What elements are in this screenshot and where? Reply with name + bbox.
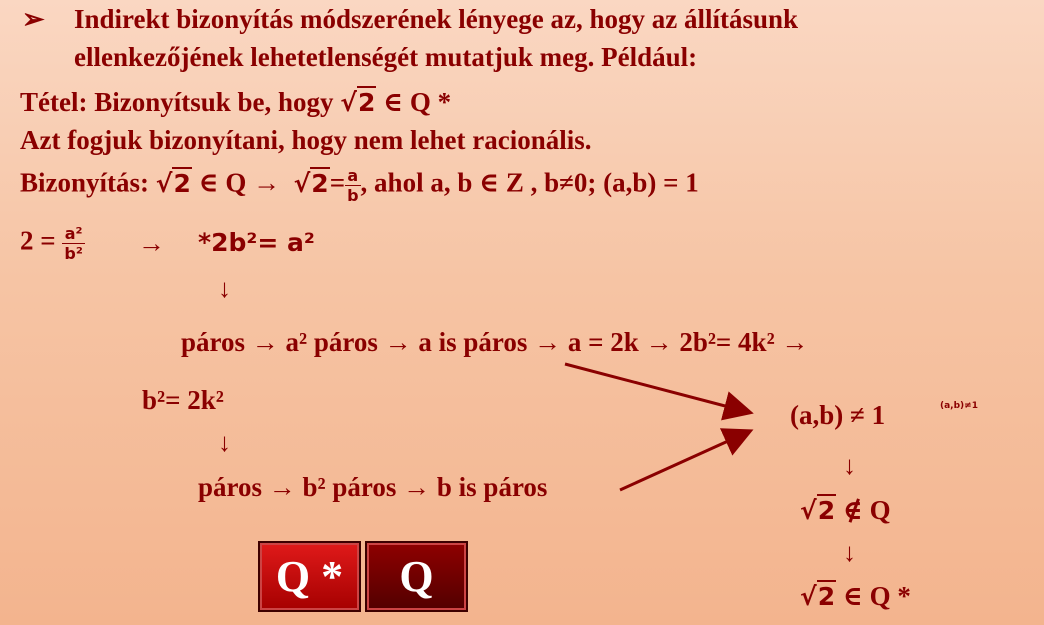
biz-mid: ∈ Q → [198, 167, 281, 198]
tiny-note: (a,b)≠1 [940, 401, 978, 411]
q-button[interactable]: Q [365, 541, 468, 612]
arrow-down-icon: ↓ [843, 451, 856, 480]
fraction-a2-over-b2: $\frac{\text{a²}}{\text{b²}}$ [64, 224, 83, 263]
intro-line-1: Indirekt bizonyítás módszerének lényege az, hogy az állításunk [74, 4, 799, 34]
eq2-arrow: → [138, 228, 165, 258]
biz-suffix: , ahol a, b ∈ Z , b≠0; (a,b) = 1 [360, 167, 699, 198]
azt-line: Azt fogjuk bizonyítani, hogy nem lehet racionális. [20, 125, 592, 155]
paros-line-1: páros → a² páros → a is páros → a = 2k → 2b²= 4k² → [181, 327, 809, 357]
biz-prefix: Bizonyítás: [20, 167, 150, 198]
in-Q-star: ∈ Q * [842, 581, 911, 611]
b2-line: b²= 2k² [142, 385, 224, 415]
sqrt-two: √2 [800, 582, 836, 611]
sqrt-two: √2 [340, 88, 376, 117]
not-in-Q: ∉ Q [842, 495, 891, 525]
sqrt-two: √2 [155, 168, 191, 198]
q-star-button[interactable]: Q * [258, 541, 361, 612]
sqrt-two: √2 [800, 496, 836, 525]
fraction-a-over-b: $\frac{a}{b}$ [347, 166, 359, 205]
arrow-down-icon: ↓ [843, 538, 856, 567]
arrow-from-b-even [620, 432, 748, 490]
biz-eq: = [329, 167, 346, 198]
bullet-icon: ➢ [22, 4, 45, 34]
eq2-right: *2b²= a² [198, 228, 315, 257]
tetel-prefix: Tétel: Bizonyítsuk be, hogy [20, 87, 334, 117]
tetel-suffix: ∈ Q * [383, 87, 452, 117]
arrow-from-a-even [565, 364, 748, 412]
arrow-down-icon: ↓ [218, 428, 231, 457]
eq2-left: 2 = [20, 225, 56, 256]
sqrt-two: √2 [293, 168, 329, 198]
ab-not-equal-one: (a,b) ≠ 1 [790, 400, 886, 430]
paros-line-2: páros → b² páros → b is páros [198, 472, 548, 502]
intro-line-2: ellenkezőjének lehetetlenségét mutatjuk meg. Például: [74, 42, 698, 72]
arrow-down-icon: ↓ [218, 274, 231, 303]
